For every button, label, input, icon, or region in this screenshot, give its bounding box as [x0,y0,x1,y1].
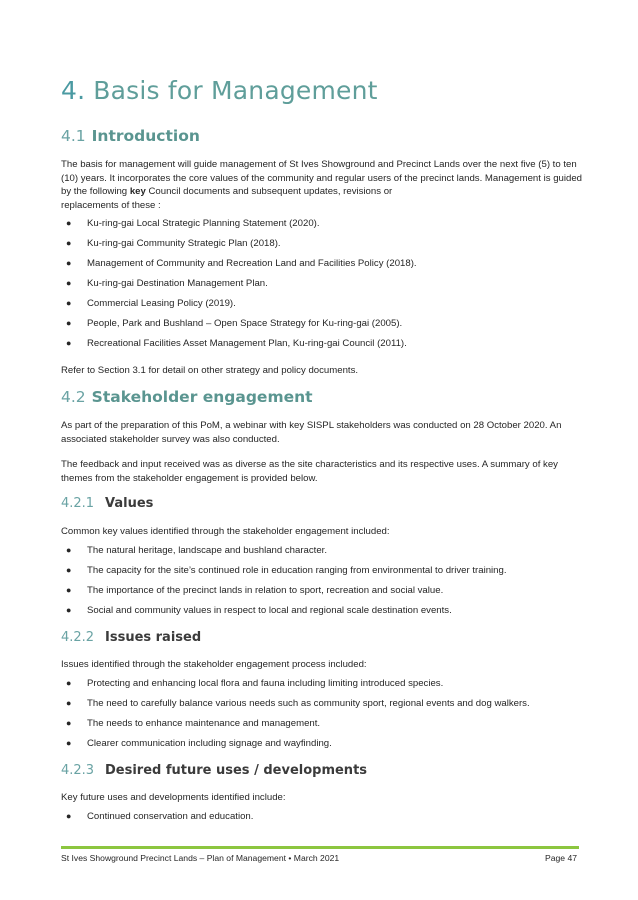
subsection-title: Values [105,496,154,511]
intro-text-part1: The basis for management will guide management of St Ives Showground and Precinct Lands over the next five (5) to ten (10) years. It incorporates the core values of the community and regular users of the precinct lands. Management is guided by the following [61,159,582,197]
values-list [61,544,581,624]
list-item-text: People, Park and Bushland – Open Space Strategy for Ku-ring-gai (2005). [87,318,403,329]
footer-document-title: St Ives Showground Precinct Lands – Plan of Management • March 2021 [61,853,340,863]
list-item-text: Clearer communication including signage and wayfinding. [87,738,332,749]
list-item [61,584,581,598]
section-heading-stakeholder-engagement [61,388,313,406]
list-item-text: Ku-ring-gai Destination Management Plan. [87,278,268,289]
subsection-heading-values [61,496,153,511]
intro-document-list [61,217,581,357]
subsection-heading-future-uses [61,763,367,778]
bullet-icon: ● [66,678,72,688]
stakeholder-paragraph-1: As part of the preparation of this PoM, a webinar with key SISPL stakeholders was conducted on 28 October 2020. An associated stakeholder survey was also conducted. [61,420,562,445]
list-item [61,217,581,231]
section-number: 4.1 [61,127,86,145]
list-item [61,544,581,558]
chapter-number: 4. [61,76,86,105]
bullet-icon: ● [66,278,72,288]
list-item [61,257,581,271]
section-number: 4.2 [61,388,86,406]
bullet-icon: ● [66,338,72,348]
subsection-number: 4.2.2 [61,630,95,645]
stakeholder-paragraph-2: The feedback and input received was as diverse as the site characteristics and its respective uses. A summary of key themes from the stakeholder engagement is provided below. [61,459,558,484]
list-item-text: Social and community values in respect to local and regional scale destination events. [87,605,452,616]
chapter-heading [61,76,378,105]
bullet-icon: ● [66,238,72,248]
future-lead: Key future uses and developments identified include: [61,792,286,803]
list-item [61,677,581,691]
bullet-icon: ● [66,258,72,268]
subsection-title: Desired future uses / developments [105,763,368,778]
list-item [61,697,581,711]
intro-text-line4: replacements of these : [61,199,161,211]
list-item [61,564,581,578]
list-item-text: The capacity for the site’s continued role in education ranging from environmental to driver training. [87,565,507,576]
subsection-title: Issues raised [105,630,202,645]
list-item [61,277,581,291]
bullet-icon: ● [66,811,72,821]
list-item-text: The needs to enhance maintenance and management. [87,718,321,729]
list-item-text: Continued conservation and education. [87,811,254,822]
bullet-icon: ● [66,318,72,328]
list-item-text: Commercial Leasing Policy (2019). [87,298,236,309]
bullet-icon: ● [66,218,72,228]
list-item [61,237,581,251]
bullet-icon: ● [66,738,72,748]
list-item [61,717,581,731]
section-title: Stakeholder engagement [91,388,313,406]
intro-key-word: key [129,186,146,197]
list-item [61,810,581,824]
intro-paragraph [61,158,583,212]
list-item-text: The need to carefully balance various needs such as community sport, regional events and dog walkers. [87,698,530,709]
list-item-text: The natural heritage, landscape and bushland character. [87,545,328,556]
section-title: Introduction [91,127,200,145]
footer-divider [61,846,579,849]
bullet-icon: ● [66,718,72,728]
list-item-text: Management of Community and Recreation Land and Facilities Policy (2018). [87,258,417,269]
issues-list [61,677,581,757]
bullet-icon: ● [66,565,72,575]
list-item [61,737,581,751]
subsection-heading-issues-raised [61,630,201,645]
footer-page-number: Page 47 [545,853,578,863]
list-item-text: Recreational Facilities Asset Management Plan, Ku-ring-gai Council (2011). [87,338,407,349]
section-heading-introduction [61,127,200,145]
values-lead: Common key values identified through the stakeholder engagement included: [61,526,390,537]
bullet-icon: ● [66,605,72,615]
list-item-text: Ku-ring-gai Community Strategic Plan (2018). [87,238,281,249]
list-item [61,317,581,331]
list-item-text: The importance of the precinct lands in relation to sport, recreation and social value. [87,585,444,596]
future-list [61,810,581,830]
bullet-icon: ● [66,698,72,708]
bullet-icon: ● [66,545,72,555]
bullet-icon: ● [66,298,72,308]
bullet-icon: ● [66,585,72,595]
list-item [61,604,581,618]
subsection-number: 4.2.3 [61,763,95,778]
issues-lead: Issues identified through the stakeholder engagement process included: [61,659,367,670]
list-item [61,337,581,351]
intro-text-part2: Council documents and subsequent updates, revisions or [148,186,393,197]
list-item-text: Ku-ring-gai Local Strategic Planning Statement (2020). [87,218,320,229]
subsection-number: 4.2.1 [61,496,95,511]
list-item-text: Protecting and enhancing local flora and fauna including limiting introduced species. [87,678,444,689]
refer-paragraph: Refer to Section 3.1 for detail on other strategy and policy documents. [61,365,359,376]
chapter-title: Basis for Management [93,76,378,105]
list-item [61,297,581,311]
